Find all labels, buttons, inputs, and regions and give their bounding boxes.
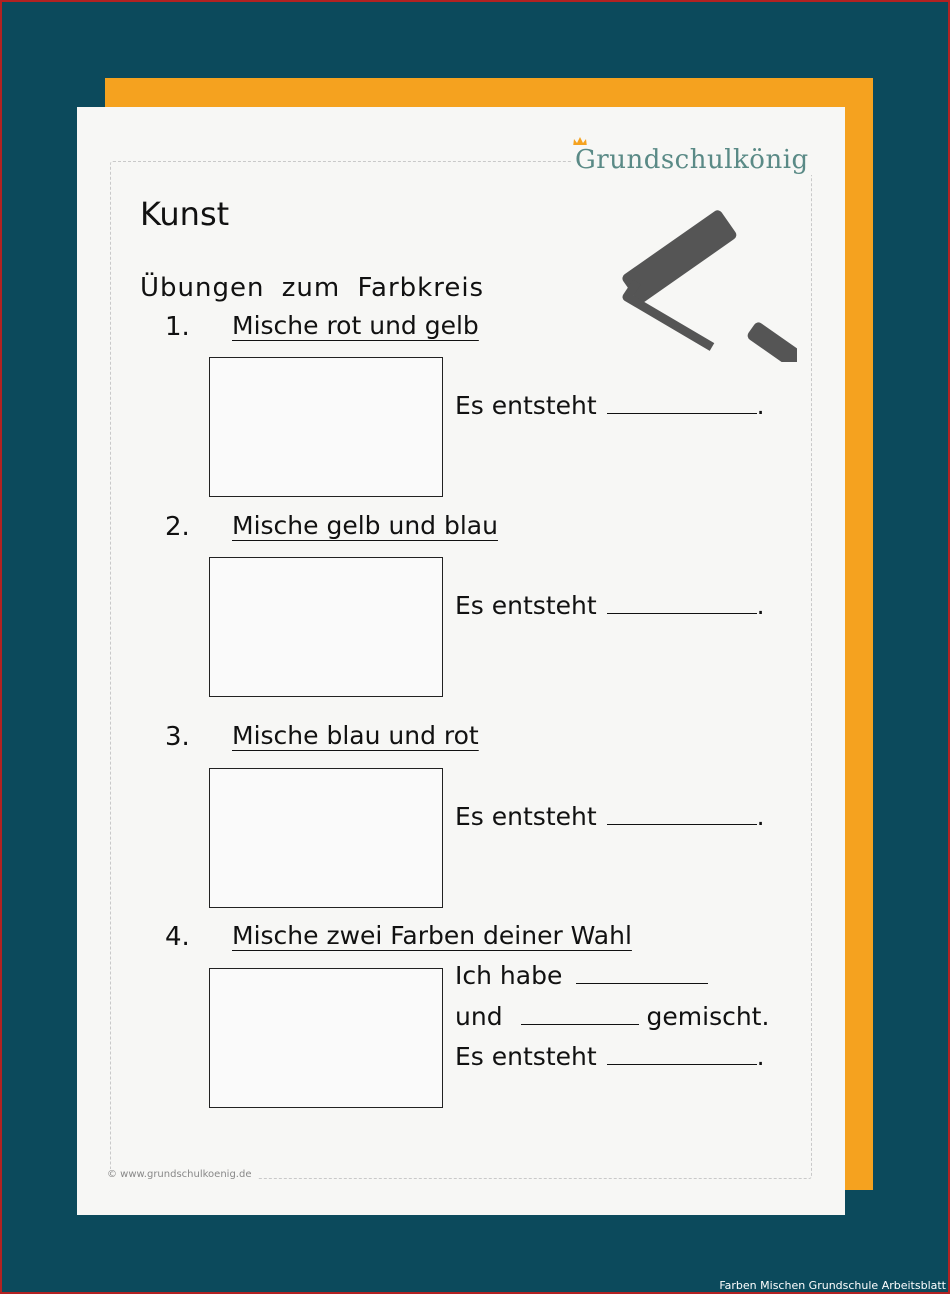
paint-roller-icon (617, 202, 797, 362)
result-line (455, 961, 708, 990)
answer-blank[interactable] (607, 591, 757, 614)
color-mixing-box[interactable] (209, 968, 443, 1108)
image-caption: Farben Mischen Grundschule Arbeitsblatt (719, 1279, 946, 1292)
answer-blank[interactable] (607, 802, 757, 825)
answer-blank[interactable] (521, 1002, 639, 1025)
answer-blank[interactable] (607, 1042, 757, 1065)
result-label: Es entsteht (455, 802, 597, 831)
task-instruction: Mische zwei Farben deiner Wahl (232, 921, 632, 950)
color-mixing-box[interactable] (209, 557, 443, 697)
task-instruction: Mische blau und rot (232, 721, 479, 750)
answer-blank[interactable] (576, 961, 708, 984)
result-label: Es entsteht (455, 1042, 597, 1071)
worksheet-heading: Übungen zum Farbkreis (140, 273, 485, 303)
task-number: 2. (165, 512, 190, 542)
period: . (756, 1042, 765, 1071)
subject-title: Kunst (140, 195, 230, 233)
task-number: 3. (165, 722, 190, 752)
result-label: Es entsteht (455, 591, 597, 620)
worksheet-page (77, 107, 845, 1215)
period: . (756, 802, 765, 831)
copyright-footer: © www.grundschulkoenig.de (107, 1169, 257, 1180)
result-label: und (455, 1002, 503, 1031)
task-number: 1. (165, 312, 190, 342)
period: . (756, 591, 765, 620)
period: . (756, 391, 765, 420)
task-instruction: Mische gelb und blau (232, 511, 498, 540)
result-line (455, 1002, 769, 1031)
result-line (455, 391, 765, 420)
brand-name: Grundschulkönig (571, 145, 813, 175)
result-line (455, 591, 765, 620)
result-label: Ich habe (455, 961, 563, 990)
color-mixing-box[interactable] (209, 357, 443, 497)
color-mixing-box[interactable] (209, 768, 443, 908)
task-number: 4. (165, 922, 190, 952)
answer-blank[interactable] (607, 391, 757, 414)
result-label: Es entsteht (455, 391, 597, 420)
result-line (455, 1042, 765, 1071)
brand-logo (571, 137, 821, 187)
task-instruction: Mische rot und gelb (232, 311, 479, 340)
result-line (455, 802, 765, 831)
result-suffix: gemischt. (646, 1002, 770, 1031)
